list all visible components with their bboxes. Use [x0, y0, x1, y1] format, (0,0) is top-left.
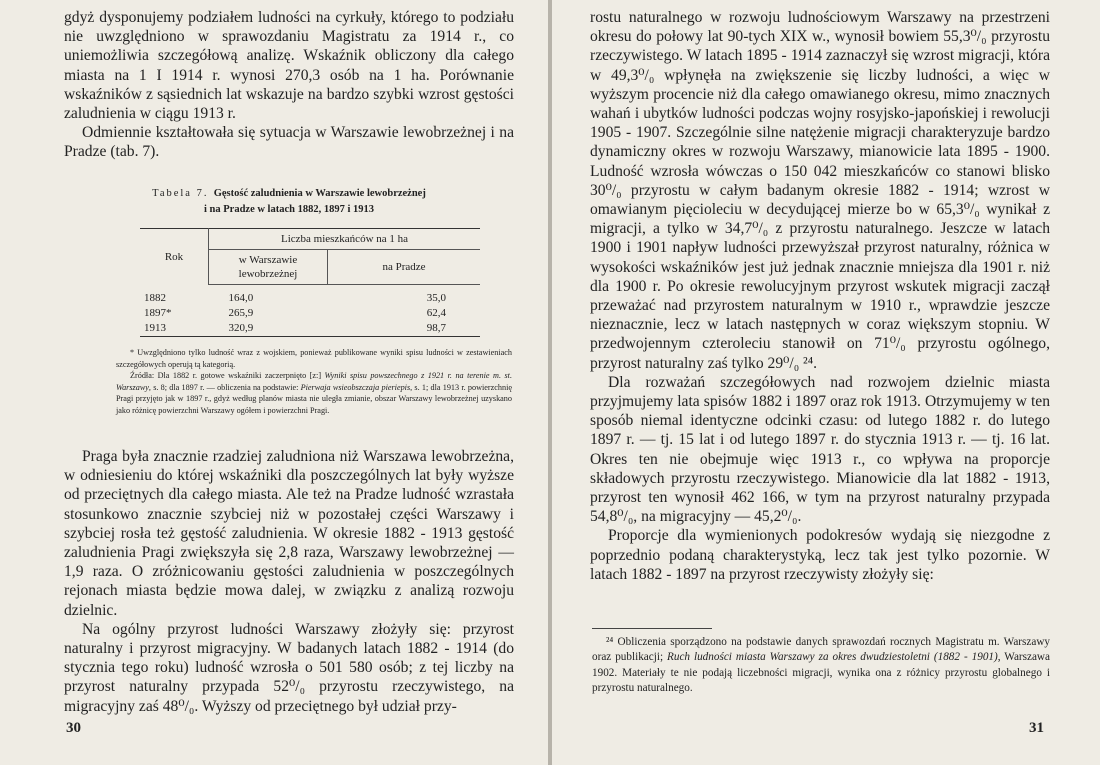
header-praga: na Pradze [328, 250, 481, 285]
table-notes [116, 347, 512, 417]
table-label: Tabela 7. [152, 188, 209, 199]
cell-lewo: 265,9 [228, 307, 254, 319]
paragraph: gdyż dysponujemy podziałem ludności na cyrkuły, którego to podziału nie uwzględniono w sprawozdaniu Magistratu za 1914 r., co uniemożliwia szczegółową analizę. Wskaźnik obliczony dla całego miasta na 1 I 1914 r. wynosi 270,3 osób na 1 ha. Porównanie wskaźników z sąsiednich lat wskazuje na bardzo szybki wzrost gęstości zaludnienia w ciągu 1913 r. [64, 9, 514, 123]
table-note-sources: Źródła: Dla 1882 r. gotowe wskaźniki zaczerpnięto [z:] Wyniki spisu powszechnego z 1921 r. na terenie m. st. Warszawy, s. 8; dla 1897 r. — obliczenia na podstawie: Pierwaja wsieobszczaja pieriepis, s. 1; dla 1913 r. powierzchnię Pragi przyjęto jak w 1897 r., gdyż według planów miasta nie uległa zmianie, obszar Warszawy lewobrzeżnej uzyskano jako różnicę powierzchni Warszawy ogółem i powierzchni Pragi. [116, 371, 512, 415]
cell-praga: 62,4 [426, 307, 446, 319]
paragraph: Praga była znacznie rzadziej zaludniona niż Warszawa lewobrzeżna, w odniesieniu do której wskaźniki dla poszczególnych lat były wyższe od przeciętnych dla całego miasta. Ale też na Pradze ludność wzrastała stosunkowo znacznie szybciej niż w pozostałej części Warszawy i szybciej rosła też gęstość zaludnienia. W okresie 1882 - 1913 gęstość zaludnienia Pragi zwiększyła się 2,8 raza, Warszawy lewobrzeżnej — 1,9 raza. O zróżnicowaniu gęstości zaludnienia w poszczególnych rejonach miasta będzie mowa dalej, w związku z analizą rozwoju dzielnic. [64, 448, 514, 619]
table-note-star: * Uwzględniono tylko ludność wraz z wojskiem, ponieważ publikowane wyniki spisu ludności w zestawieniach szczegółowych operują tą kategorią. [116, 348, 512, 369]
header-group: Liczba mieszkańców na 1 ha [209, 229, 481, 250]
right-page [552, 0, 1100, 765]
left-page [0, 0, 548, 765]
footnote-24: ²⁴ Obliczenia sporządzono na podstawie danych sprawozdań rocznych Magistratu m. Warszawy oraz publikacji; Ruch ludności miasta Warszawy za okres dwudziestoletni (1882 - 1901), Warszawa 1902. Materiały te nie podają liczebności migracji, wynika ona z różnicy przyrostu globalnego i przyrostu naturalnego. [592, 636, 1050, 695]
left-top-text [64, 8, 514, 162]
table-title-line-1: Gęstość zaludnienia w Warszawie lewobrzeżnej [213, 188, 426, 199]
table-caption [64, 186, 514, 218]
cell-praga: 35,0 [426, 292, 446, 304]
paragraph: rostu naturalnego w rozwoju ludnościowym Warszawy na przestrzeni okresu do połowy lat 90-tych XIX w., wynosił bowiem 55,3⁰/₀ przyrostu rzeczywistego. W latach 1895 - 1914 zaznaczył się wzrost migracji, która w 49,3⁰/₀ wpłynęła na zwiększenie się liczby ludności, a więc w wyższym procencie niż dla całego omawianego okresu, mimo znacznych wahań i ubytków ludności podczas wojny rosyjsko-japońskiej i rewolucji 1905 - 1907. Szczególnie silne natężenie migracji charakteryzuje bardzo dynamiczny okres w rozwoju Warszawy, mianowicie lata 1895 - 1900. Ludność wzrosła wówczas o 150 042 mieszkańców co stanowi blisko 30⁰/₀ przyrostu w całym badanym okresie 1882 - 1914; wzrost w omawianym pięcioleciu w decydującej mierze bo w 65,3⁰/₀ wynikał z migracji, a tylko w 34,7⁰/₀ z przyrostu naturalnego. Jeszcze w latach 1900 i 1901 napływ ludności przewyższał przyrost naturalny, różnica w wysokości wskaźników jest już jednak znacznie mniejsza dla 1901 r. niż dla 1900 r. Po okresie rewolucyjnym przyrost wskutek migracji zaczął przeważać nad przyrostem naturalnym w 1910 r., wprawdzie jeszcze nieznacznie, lecz w latach następnych w coraz większym stopniu. W przedwojennym czteroleciu stanowił on 71⁰/₀ przyrostu ogólnego, przyrost naturalny zaś tylko 29⁰/₀ ²⁴. [590, 9, 1050, 372]
table-row [140, 306, 480, 321]
cell-lewo: 164,0 [228, 292, 254, 304]
page-number: 30 [66, 720, 81, 736]
paragraph: Proporcje dla wymienionych podokresów wydają się niezgodne z poprzednio podaną charakterystyką, lecz tak jest tylko pozornie. W latach 1882 - 1897 na przyrost rzeczywisty złożyły się: [590, 527, 1050, 583]
header-lewobrzezna: w Warszawie lewobrzeżnej [209, 250, 328, 285]
cell-rok: 1897* [144, 307, 172, 319]
page-number: 31 [1029, 720, 1044, 736]
table-title-line-2: i na Pradze w latach 1882, 1897 i 1913 [203, 204, 375, 215]
paragraph: Odmiennie kształtowała się sytuacja w Warszawie lewobrzeżnej i na Pradze (tab. 7). [64, 124, 514, 161]
footnote-divider [592, 628, 712, 629]
density-table [140, 228, 480, 337]
paragraph: Dla rozważań szczegółowych nad rozwojem dzielnic miasta przyjmujemy lata spisów 1882 i 1897 oraz rok 1913. Otrzymujemy w ten sposób niemal identyczne odcinki czasu: od lutego 1882 r. do lutego 1897 r. — tj. 15 lat i od lutego 1897 r. do stycznia 1913 r. — tj. 16 lat. Okres ten nie obejmuje więc 1913 r., co wpływa na proporcje składowych przyrostu rzeczywistego. Mianowicie dla lat 1882 - 1913, przyrost ten wynosił 462 166, w tym na przyrost naturalny przypada 54,8⁰/₀, na migracyjny — 45,2⁰/₀. [590, 373, 1050, 526]
right-text [590, 8, 1050, 584]
table-row [140, 291, 480, 306]
header-rok: Rok [164, 250, 184, 263]
paragraph: Na ogólny przyrost ludności Warszawy złożyły się: przyrost naturalny i przyrost migracyjny. W badanych latach 1882 - 1914 (do stycznia tego roku) ludność wzrosła o 501 580 osób; z tej liczby na przyrost naturalny przypada 52⁰/₀ przyrostu rzeczywistego, na migracyjny zaś 48⁰/₀. Wyższy od przeciętnego był udział przy- [64, 620, 514, 715]
cell-praga: 98,7 [426, 322, 446, 334]
cell-lewo: 320,9 [228, 322, 254, 334]
cell-rok: 1913 [144, 322, 166, 334]
left-bottom-text [64, 447, 514, 716]
cell-rok: 1882 [144, 292, 166, 304]
table-row [140, 321, 480, 337]
